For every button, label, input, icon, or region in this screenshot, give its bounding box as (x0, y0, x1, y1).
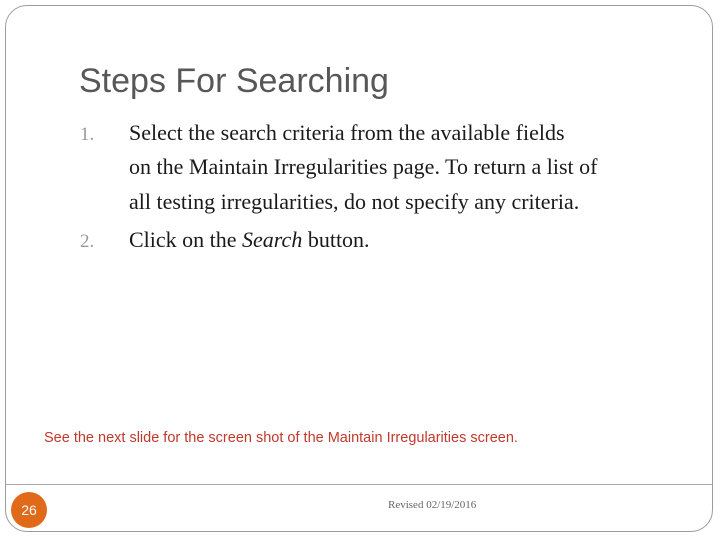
slide-title: Steps For Searching (79, 62, 389, 100)
next-slide-note: See the next slide for the screen shot of the Maintain Irregularities screen. (44, 430, 518, 446)
step-2-text-after: button. (302, 227, 370, 252)
footer-divider (6, 484, 712, 485)
step-2-number: 2. (80, 231, 95, 252)
step-2-text-before: Click on the (129, 227, 243, 252)
step-1-line-2: on the Maintain Irregularities page. To return a list of (129, 154, 598, 179)
step-1-line-3: all testing irregularities, do not specify any criteria. (129, 189, 580, 214)
step-2-line (129, 227, 370, 253)
revised-date: Revised 02/19/2016 (388, 499, 477, 511)
page-number-badge: 26 (11, 492, 47, 528)
step-1-line-1: Select the search criteria from the available fields (129, 120, 565, 145)
search-button-reference: Search (242, 227, 303, 252)
step-1-number: 1. (80, 124, 95, 145)
